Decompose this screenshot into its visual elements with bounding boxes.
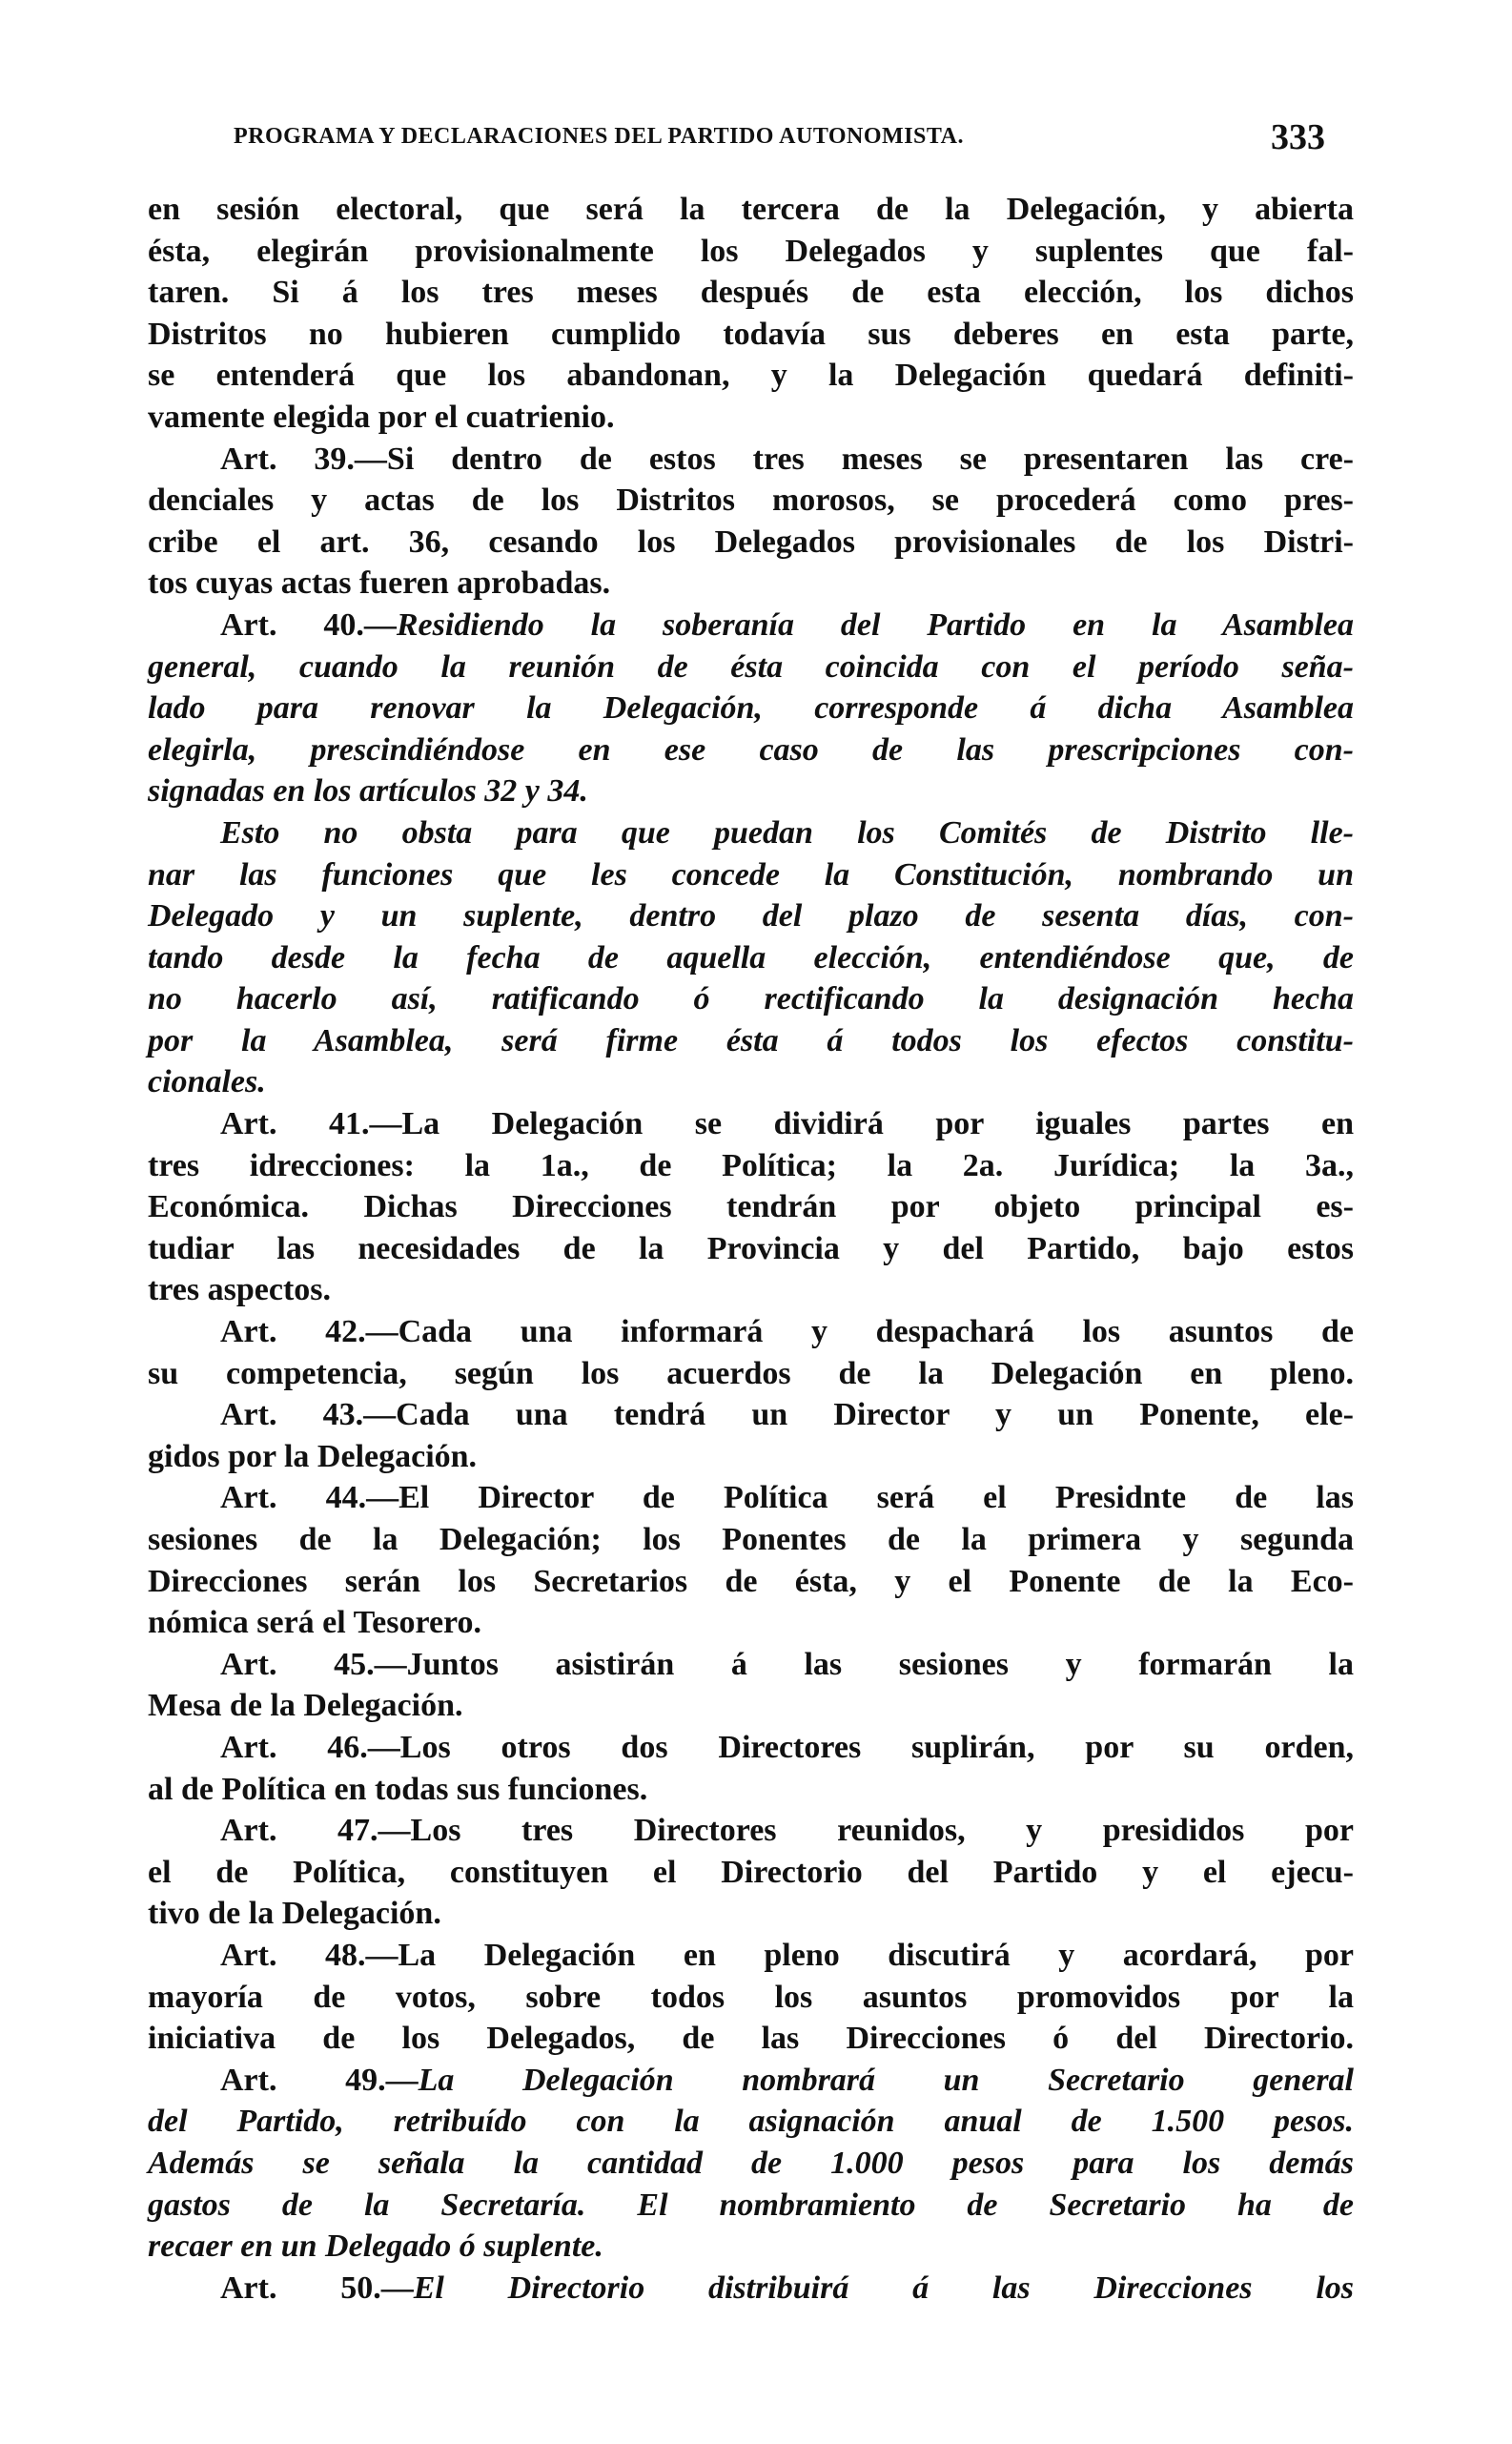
page-number: 333 [1271, 117, 1325, 157]
text-line: general, cuando la reunión de ésta coincida con el período seña- [148, 648, 1354, 685]
text-line: Distritos no hubieren cumplido todavía sus deberes en esta parte, [148, 316, 1354, 352]
text-line: tos cuyas actas fueren aprobadas. [148, 565, 611, 602]
text-line [148, 2060, 1354, 2102]
text-line: signadas en los artículos 32 y 34. [148, 773, 588, 810]
text-line: sesiones de la Delegación; los Ponentes de la primera y segunda [148, 1522, 1354, 1557]
text-line: ésta, elegirán provisionalmente los Delegados y suplentes que fal- [148, 233, 1354, 269]
text-line: Art. 39.—Si dentro de estos tres meses se presentaren las cre- [220, 441, 1354, 477]
text-line: Mesa de la Delegación. [148, 1688, 463, 1724]
text-line: Esto no obsta para que puedan los Comités de Distrito lle- [220, 814, 1354, 851]
running-header [234, 116, 1325, 162]
running-title: PROGRAMA Y DECLARACIONES DEL PARTIDO AUTONOMISTA. [234, 124, 964, 149]
text-line: tudiar las necesidades de la Provincia y del Partido, bajo estos [148, 1230, 1354, 1266]
text-line: el de Política, constituyen el Directorio del Partido y el ejecu- [148, 1854, 1354, 1890]
text-line-roman-part: Art. 49.— [220, 2062, 419, 2098]
text-line: Art. 43.—Cada una tendrá un Director y un Ponente, ele- [220, 1397, 1354, 1433]
text-line: vamente elegida por el cuatrienio. [148, 399, 615, 435]
text-line: Delegado y un suplente, dentro del plazo de sesenta días, con- [148, 898, 1354, 934]
body-text [148, 189, 1354, 2309]
text-line: Art. 48.—La Delegación en pleno discutirá y acordará, por [220, 1937, 1354, 1973]
text-line: tres idrecciones: la 1a., de Política; la 2a. Jurídica; la 3a., [148, 1147, 1354, 1183]
text-line: se entenderá que los abandonan, y la Delegación quedará definiti- [148, 358, 1354, 394]
text-line: denciales y actas de los Distritos morosos, se procederá como pres- [148, 483, 1354, 519]
text-line: Art. 45.—Juntos asistirán á las sesiones y formarán la [220, 1646, 1354, 1682]
text-line: Art. 47.—Los tres Directores reunidos, y presididos por [220, 1813, 1354, 1849]
text-line: no hacerlo así, ratificando ó rectificando la designación hecha [148, 981, 1354, 1017]
text-line: gastos de la Secretaría. El nombramiento de Secretario ha de [148, 2187, 1354, 2223]
text-line-italic-part: La Delegación nombrará un Secretario general [418, 2062, 1355, 2098]
text-line: nómica será el Tesorero. [148, 1605, 482, 1641]
text-line: cribe el art. 36, cesando los Delegados provisionales de los Distri- [148, 524, 1354, 560]
text-line: mayoría de votos, sobre todos los asuntos promovidos por la [148, 1979, 1354, 2015]
text-line: Art. 42.—Cada una informará y despachará los asuntos de [220, 1314, 1354, 1350]
text-line: Art. 41.—La Delegación se dividirá por iguales partes en [220, 1106, 1354, 1142]
text-line: Además se señala la cantidad de 1.000 pesos para los demás [148, 2145, 1354, 2181]
text-line: nar las funciones que les concede la Constitución, nombrando un [148, 856, 1354, 893]
text-line-roman-part: Art. 40.— [220, 606, 397, 643]
text-line: recaer en un Delegado ó suplente. [148, 2228, 603, 2265]
text-line: Económica. Dichas Direcciones tendrán por objeto principal es- [148, 1189, 1354, 1225]
text-line-italic-part: Residiendo la soberanía del Partido en la Asamblea [396, 606, 1354, 643]
text-line: Direcciones serán los Secretarios de ésta, y el Ponente de la Eco- [148, 1563, 1354, 1599]
text-line-italic-part: El Directorio distribuirá á las Direcciones los [413, 2269, 1354, 2306]
text-line: por la Asamblea, será firme ésta á todos los efectos constitu- [148, 1022, 1354, 1058]
text-line: taren. Si á los tres meses después de esta elección, los dichos [148, 275, 1354, 311]
text-line [148, 605, 1354, 647]
text-line: Art. 46.—Los otros dos Directores suplirán, por su orden, [220, 1729, 1354, 1765]
text-line: cionales. [148, 1064, 266, 1100]
text-line [148, 2268, 1354, 2310]
text-line: en sesión electoral, que será la tercera de la Delegación, y abierta [148, 192, 1354, 227]
text-line: Art. 44.—El Director de Política será el Presidnte de las [220, 1480, 1354, 1516]
text-line: iniciativa de los Delegados, de las Direcciones ó del Directorio. [148, 2021, 1354, 2057]
text-line: tivo de la Delegación. [148, 1896, 441, 1932]
text-line: al de Política en todas sus funciones. [148, 1771, 648, 1807]
text-line: del Partido, retribuído con la asignación anual de 1.500 pesos. [148, 2104, 1354, 2140]
text-line: tres aspectos. [148, 1272, 331, 1308]
text-line: su competencia, según los acuerdos de la Delegación en pleno. [148, 1355, 1354, 1391]
text-line: elegirla, prescindiéndose en ese caso de las prescripciones con- [148, 731, 1354, 768]
text-line-roman-part: Art. 50.— [220, 2269, 414, 2306]
text-line: tando desde la fecha de aquella elección, entendiéndose que, de [148, 939, 1354, 976]
text-line: gidos por la Delegación. [148, 1438, 478, 1474]
text-line: lado para renovar la Delegación, corresponde á dicha Asamblea [148, 690, 1354, 727]
